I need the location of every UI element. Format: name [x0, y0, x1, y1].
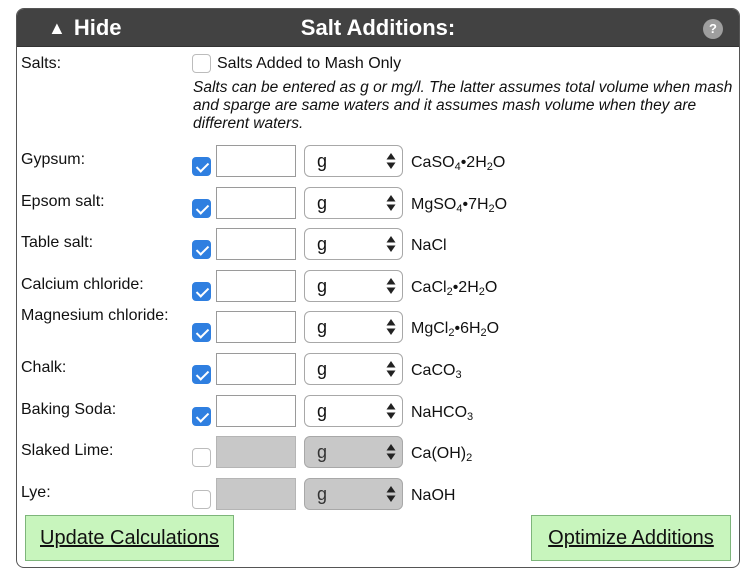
- updown-arrows-icon: [386, 443, 396, 461]
- salt-enable-checkbox[interactable]: [192, 240, 211, 259]
- salt-amount-input[interactable]: [216, 228, 296, 260]
- salt-enable-checkbox[interactable]: [192, 282, 211, 301]
- unit-value: g: [317, 234, 328, 255]
- salt-row-gypsum: [17, 145, 739, 185]
- salt-row-baking-soda: [17, 395, 739, 435]
- salt-amount-input[interactable]: [216, 270, 296, 302]
- unit-value: g: [317, 317, 328, 338]
- unit-value: g: [317, 359, 328, 379]
- salt-label: Baking Soda:: [21, 400, 117, 418]
- salt-enable-checkbox[interactable]: [192, 448, 211, 467]
- updown-arrows-icon: [386, 485, 396, 503]
- salt-formula: CaCO$_3$: [411, 362, 462, 381]
- salt-amount-input[interactable]: [216, 353, 296, 385]
- salt-row-table-salt: [17, 228, 739, 268]
- salt-additions-panel: [16, 8, 740, 568]
- salt-unit-select[interactable]: [304, 436, 403, 468]
- optimize-additions-button[interactable]: Optimize Additions: [531, 515, 731, 561]
- salt-amount-input[interactable]: [216, 395, 296, 427]
- updown-arrows-icon: [386, 194, 396, 212]
- salt-row-epsom-salt: [17, 187, 739, 227]
- salt-unit-select[interactable]: [304, 478, 403, 510]
- salt-unit-select[interactable]: [304, 145, 403, 177]
- salt-row-chalk: [17, 353, 739, 393]
- triangle-up-icon: ▲: [48, 18, 66, 38]
- updown-arrows-icon: [386, 402, 396, 420]
- updown-arrows-icon: [386, 360, 396, 378]
- salt-unit-select[interactable]: [304, 270, 403, 302]
- salt-enable-checkbox[interactable]: [192, 199, 211, 218]
- salt-formula: NaOH: [411, 486, 456, 504]
- updown-arrows-icon: [386, 277, 396, 295]
- updown-arrows-icon: [386, 235, 396, 253]
- salt-amount-input[interactable]: [216, 145, 296, 177]
- update-calculations-button[interactable]: Update Calculations: [25, 515, 234, 561]
- unit-value: g: [317, 192, 328, 213]
- salt-label: Epsom salt:: [21, 192, 105, 210]
- salts-added-to-mash-only-checkbox[interactable]: [192, 54, 211, 73]
- panel-title: Salt Additions:: [300, 15, 456, 40]
- salt-formula: $CaCl_2•2H_2O$: [411, 278, 498, 298]
- salt-enable-checkbox[interactable]: [192, 365, 211, 384]
- salts-added-to-mash-only-label: Salts Added to Mash Only: [217, 55, 402, 72]
- salt-row-slaked-lime: [17, 436, 739, 476]
- salt-amount-input[interactable]: [216, 478, 296, 510]
- salt-unit-select[interactable]: [304, 311, 403, 343]
- salt-unit-select[interactable]: [304, 395, 403, 427]
- salt-label: Slaked Lime:: [21, 442, 114, 460]
- salt-formula: $MgCl_2•6H_2O$: [411, 320, 500, 340]
- salt-formula: $MgSO_4•7H_2O$: [411, 195, 508, 215]
- salt-unit-select[interactable]: [304, 187, 403, 219]
- salt-formula: NaCl: [411, 237, 447, 255]
- salt-row-calcium-chloride: [17, 270, 739, 310]
- salt-formula: $CaSO_4•2H_2O$: [411, 154, 506, 173]
- salt-enable-checkbox[interactable]: [192, 407, 211, 426]
- unit-value: g: [317, 442, 328, 463]
- salt-formula: $Ca(OH)_2$: [411, 445, 473, 465]
- help-icon[interactable]: ?: [703, 19, 723, 39]
- salts-label: Salts:: [21, 55, 62, 72]
- salt-label: Magnesium chloride:: [21, 307, 169, 325]
- updown-arrows-icon: [386, 152, 396, 170]
- salt-amount-input[interactable]: [216, 311, 296, 343]
- salt-label: Chalk:: [21, 359, 67, 376]
- panel-header: [17, 9, 739, 47]
- unit-value: g: [317, 275, 328, 296]
- salt-enable-checkbox[interactable]: [192, 490, 211, 509]
- unit-value: g: [317, 151, 328, 171]
- salt-formula: NaHCO$_3$: [411, 403, 474, 423]
- salt-label: Table salt:: [21, 234, 94, 252]
- salt-enable-checkbox[interactable]: [192, 157, 211, 176]
- salt-label: Lye:: [21, 483, 51, 501]
- salt-amount-input[interactable]: [216, 436, 296, 468]
- unit-value: g: [317, 483, 328, 504]
- salt-label: Calcium chloride:: [21, 275, 144, 293]
- salts-note: Salts can be entered as g or mg/l. The latter assumes total volume when mash and sparge are same waters and it assumes mash volume when they are different waters.: [193, 79, 733, 132]
- salt-unit-select[interactable]: [304, 353, 403, 385]
- updown-arrows-icon: [386, 318, 396, 336]
- salt-row-magnesium-chloride: [17, 307, 739, 351]
- salt-amount-input[interactable]: [216, 187, 296, 219]
- salt-enable-checkbox[interactable]: [192, 323, 211, 342]
- salt-label: Gypsum:: [21, 151, 86, 168]
- unit-value: g: [317, 400, 328, 421]
- hide-label: Hide: [73, 15, 122, 40]
- salt-unit-select[interactable]: [304, 228, 403, 260]
- salt-row-lye: [17, 478, 739, 518]
